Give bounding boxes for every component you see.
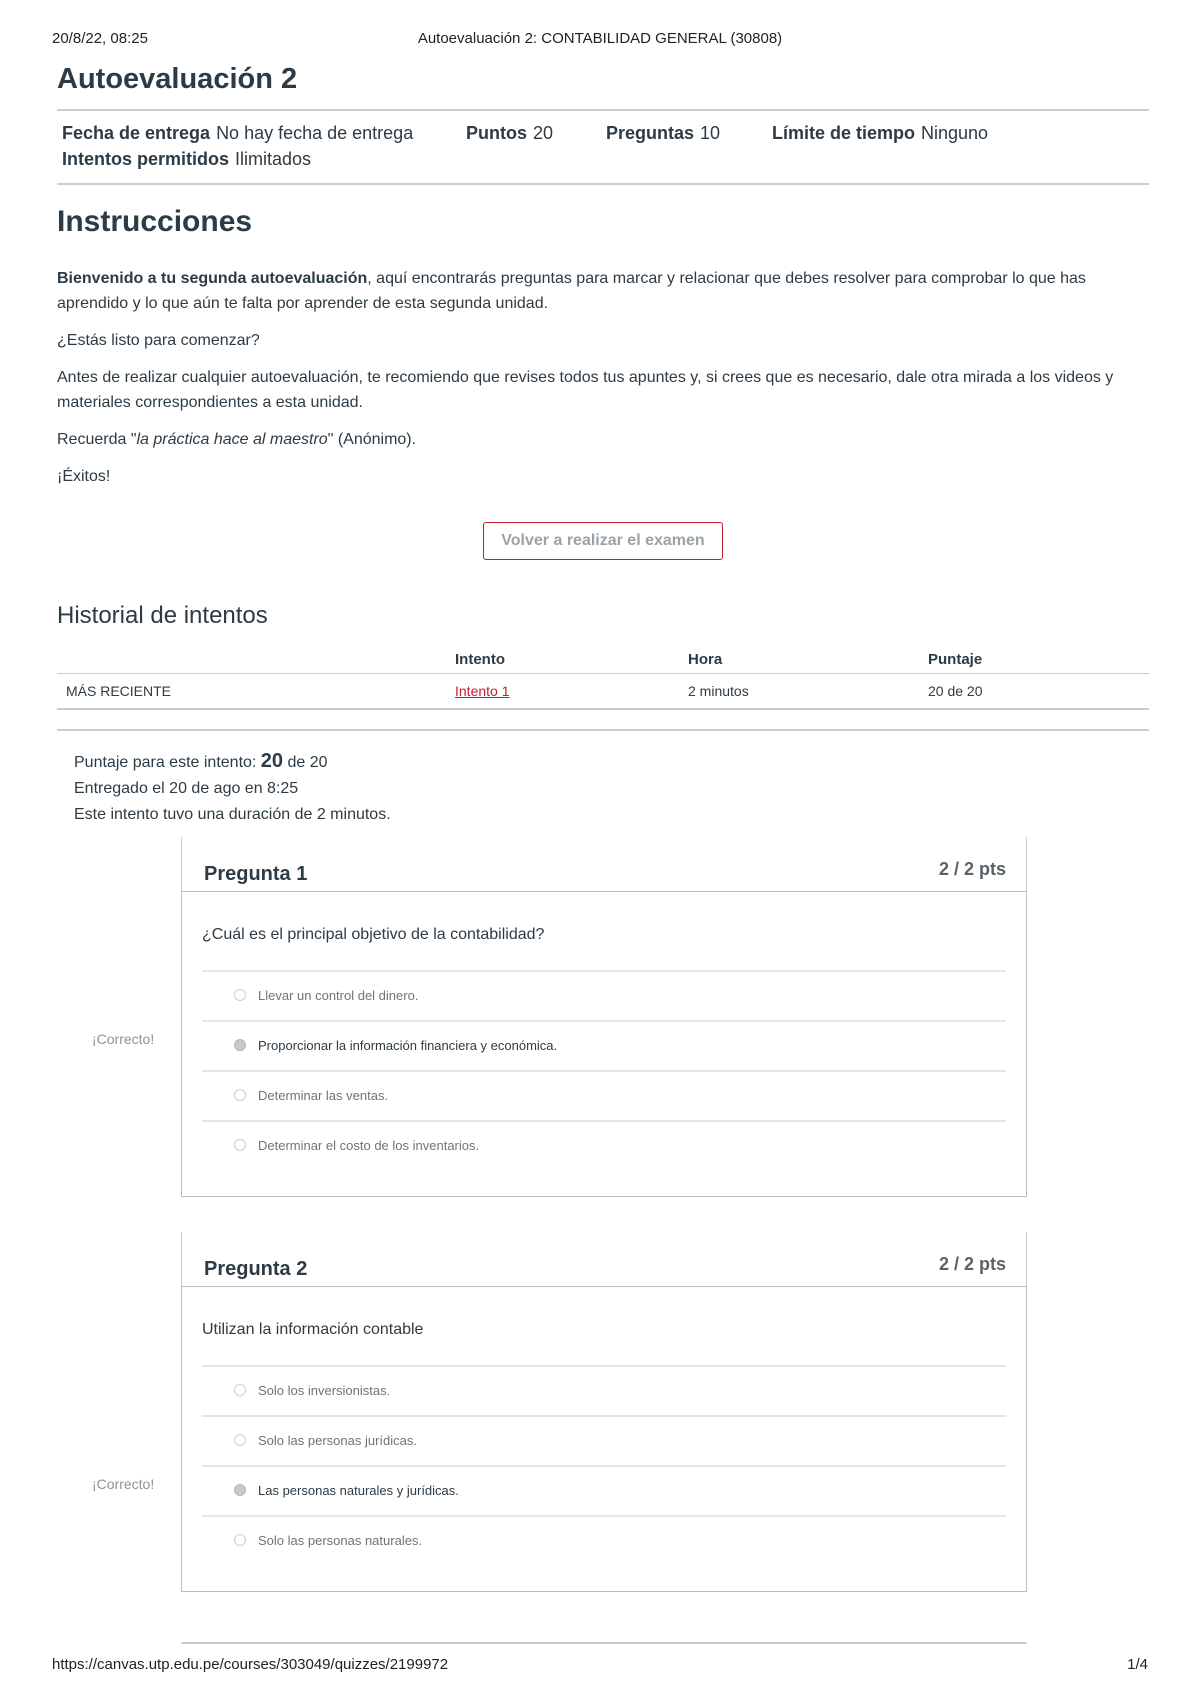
divider — [57, 109, 1149, 111]
attempt-link[interactable]: Intento 1 — [455, 683, 510, 699]
points — [466, 123, 553, 144]
answer-option — [202, 972, 1006, 1022]
question-2 — [181, 1232, 1027, 1592]
due-date — [62, 123, 413, 144]
attempt-cell — [455, 674, 688, 710]
radio-button-checked[interactable] — [234, 1484, 246, 1496]
answer-text: Determinar el costo de los inventarios. — [258, 1138, 480, 1153]
instructions-body — [57, 266, 1147, 501]
answer-text: Solo los inversionistas. — [258, 1383, 391, 1398]
attempt-score: 20 de 20 — [928, 674, 1149, 710]
question-1 — [181, 837, 1027, 1197]
answer-text: Solo las personas naturales. — [258, 1533, 423, 1548]
question-body — [181, 1286, 1027, 1592]
correct-flag: ¡Correcto! — [92, 1031, 155, 1047]
welcome-text: Bienvenido a tu segunda autoevaluación — [57, 270, 368, 287]
question-body — [181, 891, 1027, 1197]
radio-button[interactable] — [234, 1434, 246, 1446]
instructions-heading: Instrucciones — [57, 205, 253, 238]
question-count-value: 10 — [700, 123, 721, 143]
answer-text: Las personas naturales y jurídicas. — [258, 1483, 459, 1498]
time-limit-label: Límite de tiempo — [772, 123, 916, 143]
column-header-attempt: Intento — [455, 645, 688, 674]
answer-text: Llevar un control del dinero. — [258, 988, 419, 1003]
answer-option — [202, 1367, 1006, 1417]
page-title: Autoevaluación 2 — [57, 63, 298, 95]
time-limit-value: Ninguno — [921, 123, 989, 143]
answer-text: Proporcionar la información financiera y económica. — [258, 1038, 558, 1053]
answer-option-selected — [202, 1467, 1006, 1517]
allowed-attempts-label: Intentos permitidos — [62, 149, 230, 169]
question-header — [181, 837, 1027, 891]
quote-prefix: Recuerda " — [57, 431, 137, 448]
question-header — [181, 1232, 1027, 1286]
points-label: Puntos — [466, 123, 527, 143]
score-prefix: Puntaje para este intento: — [74, 754, 261, 771]
print-url: https://canvas.utp.edu.pe/courses/303049/quizzes/2199972 — [52, 1656, 449, 1673]
divider — [57, 729, 1149, 731]
table-header-row — [57, 645, 1149, 674]
instructions-paragraph: ¿Estás listo para comenzar? — [57, 332, 260, 349]
question-title: Pregunta 1 — [204, 863, 308, 885]
print-footer — [52, 1656, 1148, 1676]
radio-button[interactable] — [234, 989, 246, 1001]
radio-button[interactable] — [234, 1139, 246, 1151]
score-value: 20 — [260, 750, 284, 772]
radio-button[interactable] — [234, 1384, 246, 1396]
instructions-paragraph: ¡Éxitos! — [57, 468, 111, 485]
time-limit — [772, 123, 988, 144]
attempt-history-table — [57, 645, 1149, 710]
answer-option — [202, 1417, 1006, 1467]
attempt-time: 2 minutos — [688, 674, 928, 710]
instructions-paragraph — [57, 266, 1147, 316]
points-value: 20 — [533, 123, 554, 143]
table-row — [57, 674, 1149, 710]
print-date: 20/8/22, 08:25 — [52, 30, 148, 47]
attempt-history-heading: Historial de intentos — [57, 602, 268, 629]
answer-option — [202, 1517, 1006, 1565]
allowed-attempts-value: Ilimitados — [235, 149, 312, 169]
quote-suffix: " (Anónimo). — [327, 431, 417, 448]
divider — [181, 1642, 1027, 1644]
radio-button-checked[interactable] — [234, 1039, 246, 1051]
attempt-label: MÁS RECIENTE — [57, 674, 455, 710]
answer-text: Determinar las ventas. — [258, 1088, 389, 1103]
answer-option-selected — [202, 1022, 1006, 1072]
submitted-line: Entregado el 20 de ago en 8:25 — [74, 780, 299, 797]
question-points: 2 / 2 pts — [938, 859, 1006, 879]
answer-option — [202, 1122, 1006, 1170]
page-number: 1/4 — [1127, 1656, 1148, 1673]
instructions-paragraph: Antes de realizar cualquier autoevaluación, te recomiendo que revises todos tus apuntes y, si crees que es necesario, dale otra mirada a los videos y materiales correspondientes a esta unidad. — [57, 369, 1114, 411]
column-header — [57, 645, 455, 674]
question-text: ¿Cuál es el principal objetivo de la contabilidad? — [202, 892, 1006, 972]
duration-line: Este intento tuvo una duración de 2 minutos. — [74, 806, 391, 823]
score-suffix: de 20 — [283, 754, 328, 771]
question-count — [606, 123, 720, 144]
due-date-value: No hay fecha de entrega — [216, 123, 414, 143]
retake-quiz-button[interactable]: Volver a realizar el examen — [483, 522, 723, 560]
correct-flag: ¡Correcto! — [92, 1476, 155, 1492]
print-document-title: Autoevaluación 2: CONTABILIDAD GENERAL (30808) — [417, 30, 783, 47]
attempt-summary — [74, 748, 391, 828]
attempt-score-line — [74, 748, 391, 776]
radio-button[interactable] — [234, 1534, 246, 1546]
question-title: Pregunta 2 — [204, 1258, 308, 1280]
question-text: Utilizan la información contable — [202, 1287, 1006, 1367]
column-header-score: Puntaje — [928, 645, 1149, 674]
allowed-attempts — [62, 149, 311, 170]
welcome-rest: , aquí encontrarás preguntas para marcar y relacionar que debes resolver para comprobar lo que has aprendido y lo que aún te falta por aprender de esta segunda unidad. — [57, 270, 1086, 312]
quiz-details — [62, 123, 1147, 175]
divider — [57, 183, 1149, 185]
question-count-label: Preguntas — [606, 123, 695, 143]
question-points: 2 / 2 pts — [938, 1254, 1006, 1274]
radio-button[interactable] — [234, 1089, 246, 1101]
answer-text: Solo las personas jurídicas. — [258, 1433, 417, 1448]
instructions-paragraph — [57, 427, 1147, 452]
due-date-label: Fecha de entrega — [62, 123, 211, 143]
quote-text: la práctica hace al maestro — [136, 431, 328, 448]
answer-option — [202, 1072, 1006, 1122]
print-header — [52, 30, 1148, 50]
column-header-time: Hora — [688, 645, 928, 674]
